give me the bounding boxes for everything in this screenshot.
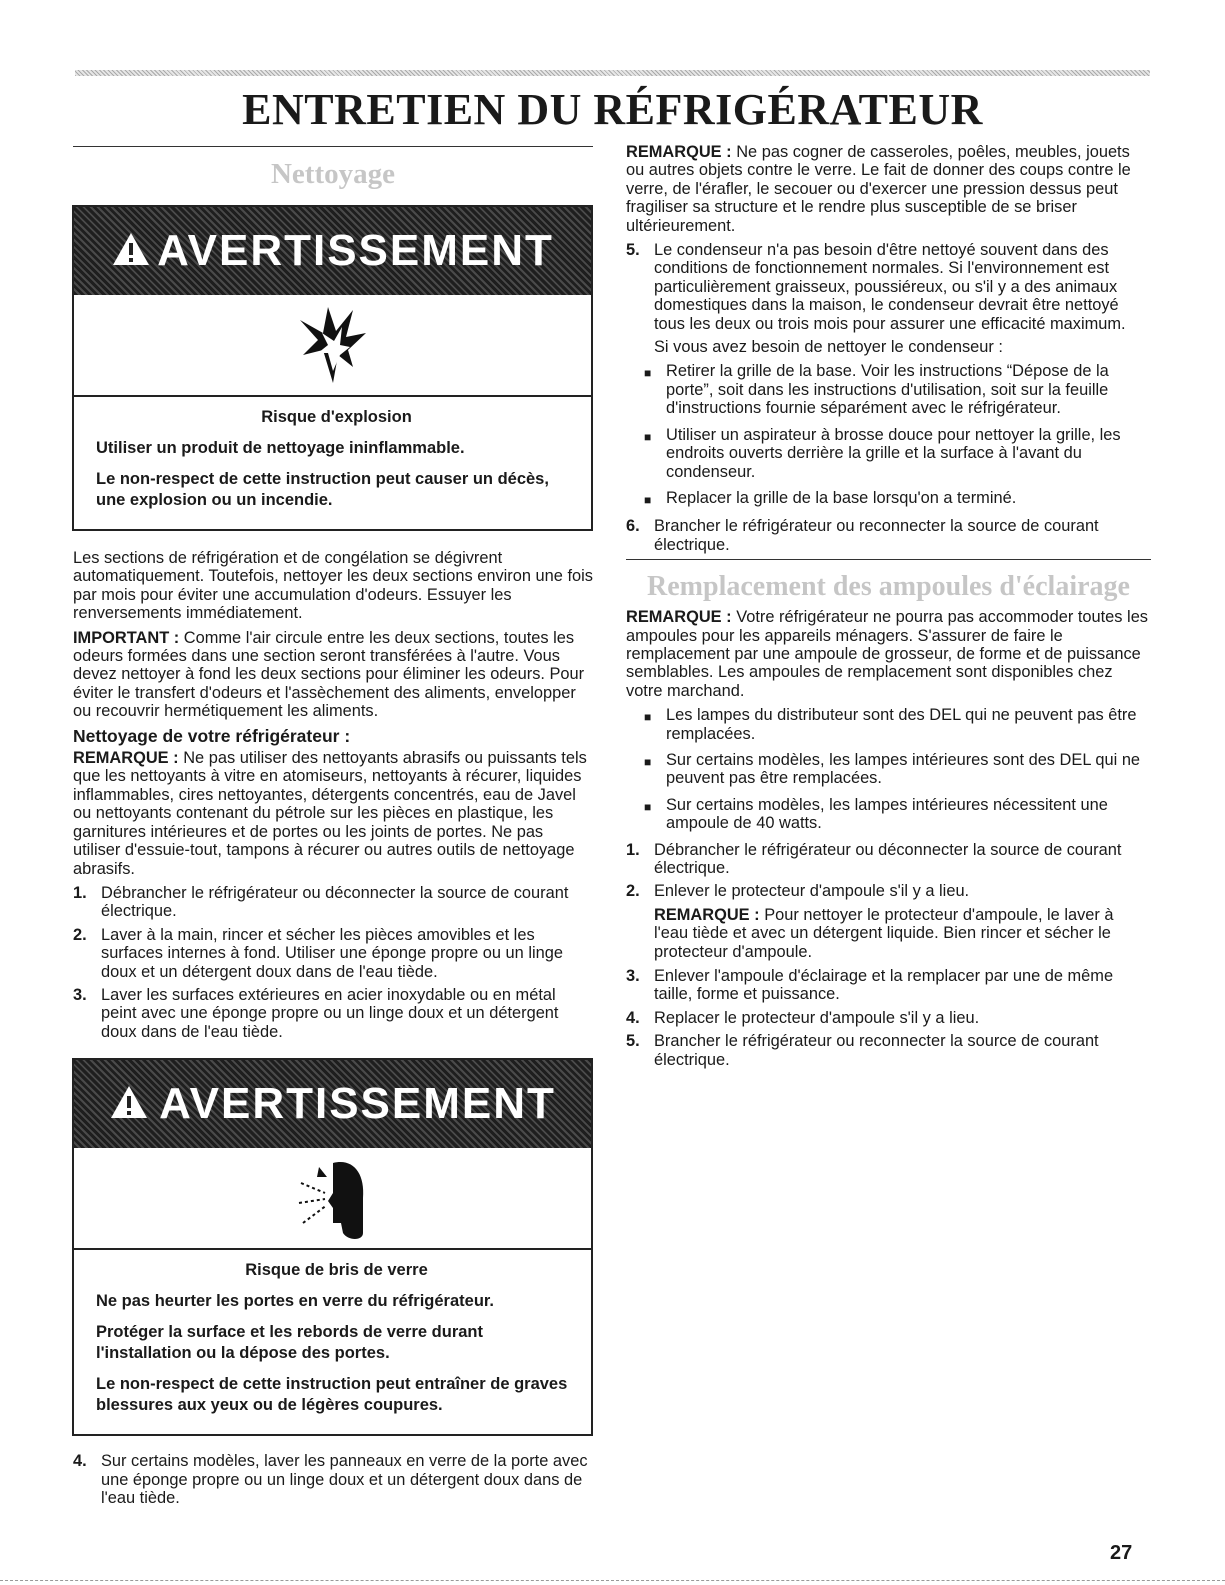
step-text: Sur certains modèles, laver les panneaux en verre de la porte avec une éponge propre ou un linge doux et un détergent doux dans de l'eau tiède. bbox=[101, 1452, 588, 1507]
bullet-icon: ■ bbox=[644, 492, 652, 507]
remarque-paragraph bbox=[626, 608, 1151, 700]
warning-body bbox=[74, 1250, 591, 1434]
step-text: Brancher le réfrigérateur ou reconnecter la source de courant électrique. bbox=[654, 517, 1099, 554]
subheading-nettoyage: Nettoyage de votre réfrigérateur : bbox=[73, 725, 351, 746]
list-item bbox=[626, 706, 1151, 743]
bullet-text: Sur certains modèles, les lampes intérieures nécessitent une ampoule de 40 watts. bbox=[666, 795, 1108, 833]
warning-risk-title: Risque d'explosion bbox=[261, 408, 412, 426]
step-text: Le condenseur n'a pas besoin d'être nettoyé souvent dans des conditions de fonctionnement normales. Si l'environnement est particulièrement graisseux, poussiéreux, ou s'il y a des animaux domestiques dans la maison, le condenseur devrait être nettoyé tous les deux ou trois mois pour assurer une efficacité maximum. bbox=[654, 241, 1126, 333]
condenser-intro: Si vous avez besoin de nettoyer le condenseur : bbox=[654, 338, 1003, 357]
warning-label: AVERTISSEMENT bbox=[159, 1078, 556, 1128]
left-column bbox=[73, 146, 593, 1512]
step-text: Replacer le protecteur d'ampoule s'il y a lieu. bbox=[654, 1008, 980, 1027]
remarque-label: REMARQUE : bbox=[626, 143, 732, 161]
bullet-icon: ■ bbox=[644, 710, 652, 725]
step-number: 5. bbox=[626, 241, 640, 260]
bullet-text: Utiliser un aspirateur à brosse douce pour nettoyer la grille, les endroits ouverts derrière la grille et la surface à l'avant du condenseur. bbox=[666, 425, 1121, 481]
eye-injury-icon bbox=[74, 1148, 591, 1250]
explosion-icon bbox=[74, 295, 591, 397]
list-item bbox=[626, 1032, 1151, 1069]
step-number: 4. bbox=[626, 1008, 640, 1027]
step-number: 5. bbox=[626, 1032, 640, 1051]
section-divider bbox=[73, 146, 593, 147]
bullet-icon: ■ bbox=[644, 429, 652, 444]
step-text: Débrancher le réfrigérateur ou déconnecter la source de courant électrique. bbox=[654, 840, 1122, 877]
list-item bbox=[73, 1452, 593, 1507]
warning-body bbox=[74, 397, 591, 529]
warning-triangle-icon bbox=[111, 231, 151, 271]
step-text: Laver les surfaces extérieures en acier inoxydable ou en métal peint avec une éponge propre ou un linge doux et un détergent doux dans de l'eau tiède. bbox=[101, 985, 559, 1041]
list-item bbox=[73, 884, 593, 921]
remarque-text: Votre réfrigérateur ne pourra pas accommoder toutes les ampoules pour les appareils ménagers. S'assurer de faire le remplacement par une ampoule de grosseur, de forme et de puissance semblables. Les ampoules de remplacement sont disponibles chez votre marchand. bbox=[626, 608, 1149, 700]
list-item bbox=[626, 241, 1151, 333]
warning-header bbox=[74, 1060, 591, 1148]
step-text: Laver à la main, rincer et sécher les pièces amovibles et les surfaces internes à fond. Utiliser une éponge propre ou un linge doux et un détergent doux dans de l'eau tiède. bbox=[101, 925, 563, 981]
section-heading-ampoules: Remplacement des ampoules d'éclairage bbox=[647, 571, 1130, 603]
list-item bbox=[626, 882, 1151, 900]
list-item bbox=[626, 841, 1151, 878]
warning-triangle-icon bbox=[109, 1084, 149, 1124]
warning-box-explosion bbox=[72, 205, 593, 531]
remarque-text: Pour nettoyer le protecteur d'ampoule, le laver à l'eau tiède et avec un détergent liquide. Bien rincer et sécher le protecteur d'ampoule. bbox=[654, 905, 1114, 961]
bullet-icon: ■ bbox=[644, 366, 652, 381]
section-divider bbox=[626, 559, 1151, 560]
list-item bbox=[73, 986, 593, 1041]
list-item bbox=[626, 796, 1151, 833]
step-number: 3. bbox=[626, 967, 640, 986]
page-number: 27 bbox=[1110, 1542, 1133, 1564]
list-item bbox=[626, 751, 1151, 788]
bullet-icon: ■ bbox=[644, 754, 652, 769]
right-column bbox=[626, 143, 1151, 1074]
remarque-label: REMARQUE : bbox=[654, 905, 760, 924]
step-text: Enlever l'ampoule d'éclairage et la remplacer par une de même taille, forme et puissance. bbox=[654, 967, 1114, 1004]
warning-box-glass bbox=[72, 1058, 593, 1436]
remarque-paragraph bbox=[626, 143, 1151, 235]
remarque-paragraph bbox=[626, 906, 1151, 961]
list-item bbox=[626, 362, 1151, 417]
warning-line: Le non-respect de cette instruction peut entraîner de graves blessures aux yeux ou de légères coupures. bbox=[96, 1375, 568, 1415]
warning-line: Protéger la surface et les rebords de verre durant l'installation ou la dépose des portes. bbox=[96, 1323, 483, 1363]
step-number: 2. bbox=[626, 882, 640, 901]
bullet-text: Les lampes du distributeur sont des DEL qui ne peuvent pas être remplacées. bbox=[666, 706, 1137, 743]
step-number: 1. bbox=[626, 840, 640, 859]
remarque-text: Ne pas utiliser des nettoyants abrasifs ou puissants tels que les nettoyants à vitre en atomiseurs, nettoyants à récurer, liquides inflammables, cires nettoyantes, détergents concentrés, eau de Javel ou nettoyants contenant du pétrole sur les pièces en plastique, les garnitures intérieures et de portes ou les joints de portes. Ne pas utiliser d'essuie-tout, tampons à récurer ou autres outils de nettoyage abrasifs. bbox=[73, 749, 587, 878]
step-number: 2. bbox=[73, 925, 87, 944]
warning-line: Utiliser un produit de nettoyage ininflammable. bbox=[96, 439, 465, 457]
list-item bbox=[626, 426, 1151, 481]
step-number: 6. bbox=[626, 517, 640, 536]
list-item bbox=[626, 489, 1151, 509]
step-text: Débrancher le réfrigérateur ou déconnecter la source de courant électrique. bbox=[101, 883, 569, 921]
list-item bbox=[73, 926, 593, 981]
important-text: Comme l'air circule entre les deux sections, toutes les odeurs formées dans une section seront transférées à l'autre. Vous devez nettoyer à fond les deux sections pour éliminer les odeurs. Pour éviter le transfert d'odeurs et l'assèchement des aliments, envelopper ou recouvrir hermétiquement les aliments. bbox=[73, 628, 585, 721]
remarque-label: REMARQUE : bbox=[626, 608, 732, 627]
bottom-border bbox=[0, 1580, 1225, 1581]
bullet-icon: ■ bbox=[644, 799, 652, 814]
warning-line: Ne pas heurter les portes en verre du réfrigérateur. bbox=[96, 1292, 494, 1311]
step-text: Brancher le réfrigérateur ou reconnecter la source de courant électrique. bbox=[654, 1032, 1099, 1069]
step-number: 3. bbox=[73, 985, 87, 1004]
step-number: 4. bbox=[73, 1452, 87, 1471]
top-decorative-bar bbox=[75, 70, 1150, 76]
intro-paragraph: Les sections de réfrigération et de congélation se dégivrent automatiquement. Toutefois, nettoyer les deux sections environ une fois par mois pour éviter une accumulation d'odeurs. Essuyer les renversements immédiatement. bbox=[73, 549, 593, 623]
important-paragraph bbox=[73, 629, 593, 721]
page-title: ENTRETIEN DU RÉFRIGÉRATEUR bbox=[242, 85, 983, 134]
warning-risk-title: Risque de bris de verre bbox=[245, 1261, 428, 1280]
remarque-paragraph bbox=[73, 749, 593, 878]
list-item bbox=[626, 1009, 1151, 1027]
step-number: 1. bbox=[73, 883, 87, 902]
list-item bbox=[626, 517, 1151, 554]
warning-header bbox=[74, 207, 591, 295]
bullet-text: Replacer la grille de la base lorsqu'on a terminé. bbox=[666, 488, 1017, 507]
important-label: IMPORTANT : bbox=[73, 628, 180, 647]
warning-label: AVERTISSEMENT bbox=[157, 225, 554, 275]
remarque-text: Ne pas cogner de casseroles, poêles, meubles, jouets ou autres objets contre le verre. Le fait de donner des coups contre le verre, de l'érafler, le secouer ou d'exercer une pression dessus peut fragiliser sa structure et le rendre plus susceptible de se briser ultérieurement. bbox=[626, 143, 1131, 235]
bullet-text: Sur certains modèles, les lampes intérieures sont des DEL qui ne peuvent pas être remplacées. bbox=[666, 750, 1141, 788]
warning-line: Le non-respect de cette instruction peut causer un décès, une explosion ou un incendie. bbox=[96, 470, 549, 509]
remarque-label: REMARQUE : bbox=[73, 749, 179, 768]
step-text: Enlever le protecteur d'ampoule s'il y a lieu. bbox=[654, 882, 970, 901]
bullet-text: Retirer la grille de la base. Voir les instructions “Dépose de la porte”, soit dans les instructions d'utilisation, soit sur la feuille d'instructions fournie séparément avec le réfrigérateur. bbox=[666, 362, 1109, 418]
section-heading-nettoyage: Nettoyage bbox=[270, 158, 395, 190]
list-item bbox=[626, 967, 1151, 1004]
